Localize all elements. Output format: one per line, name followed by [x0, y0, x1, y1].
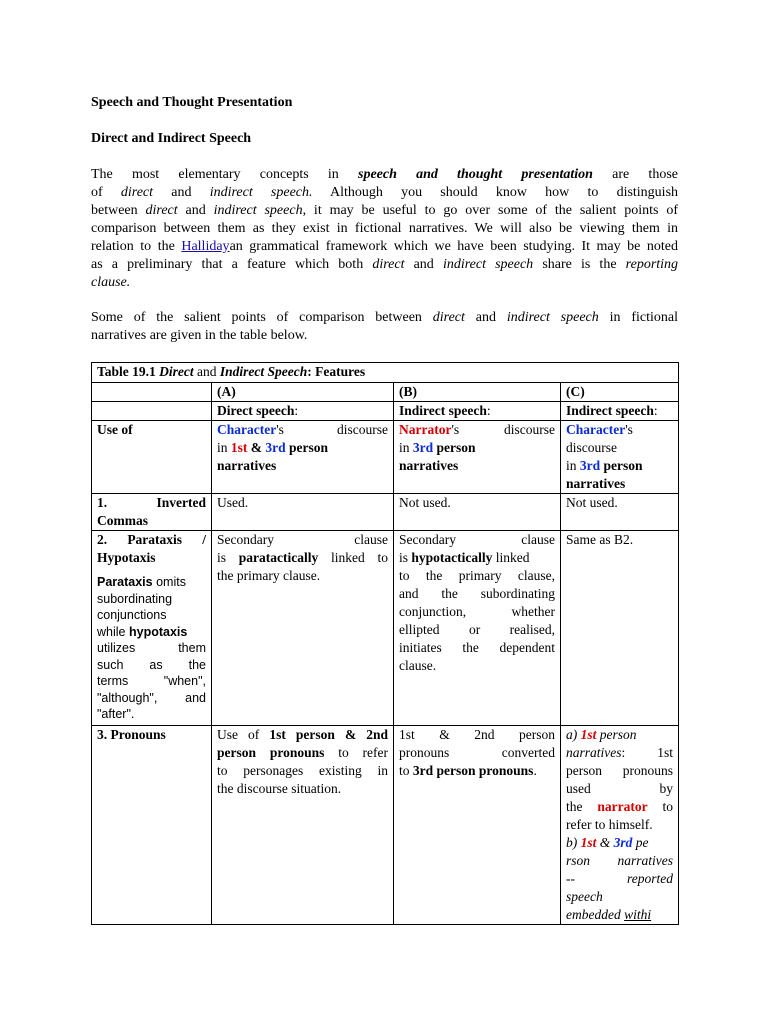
text-line: comparison between them as they exist in fictional narratives. We will also be viewing them in — [91, 221, 678, 236]
cell-line: Character's discourse — [217, 422, 388, 437]
cell-line: discourse — [566, 440, 617, 455]
table-cell: a) 1st person narratives: 1st person pronouns used by the narrator to refer to himself. b) 1st & 3rd pe rson narratives -- reported speech embedded withi — [561, 725, 679, 924]
table-cell — [92, 383, 212, 402]
cell-line: Character's — [566, 422, 633, 437]
text-line: The most elementary concepts in speech and thought presentation are those — [91, 167, 678, 182]
intro-paragraph — [91, 166, 678, 292]
table-cell: Not used. — [561, 494, 679, 531]
table-cell — [212, 421, 394, 494]
cell-line: in 3rd person — [399, 440, 476, 455]
table-row — [92, 531, 679, 726]
parataxis-note: Parataxis omits subordinating conjunctions while hypotaxis utilizes them such as the terms "when", "although", and "after". — [97, 575, 206, 721]
row-label-inverted-commas: 1. Inverted Commas — [92, 494, 212, 531]
cell-line: narratives — [217, 458, 277, 473]
cell-line: in 1st & 3rd person — [217, 440, 329, 455]
table-cell: Secondary clause is paratactically linked to the primary clause. — [212, 531, 394, 726]
text-line: between direct and indirect speech, it may be useful to go over some of the salient points of — [91, 203, 679, 218]
table-caption-row — [92, 363, 679, 383]
table-cell — [394, 421, 561, 494]
halliday-link[interactable]: Halliday — [181, 239, 230, 254]
column-header-a: (A) — [212, 383, 394, 402]
column-header-c: (C) — [561, 383, 679, 402]
row-label-parataxis: 2. Parataxis / Hypotaxis Parataxis omits subordinating conjunctions while hypotaxis utilizes them such as the terms "when", "although", and "after". — [92, 531, 212, 726]
cell-line: Narrator's discourse — [399, 422, 555, 437]
column-title-row — [92, 402, 679, 421]
features-table — [91, 362, 679, 925]
cell-line: narratives — [399, 458, 459, 473]
text-line: narratives are given in the table below. — [91, 328, 308, 343]
column-title-a: Direct speech: — [212, 402, 394, 421]
table-row — [92, 725, 679, 924]
table-cell — [92, 402, 212, 421]
table-intro-paragraph — [91, 309, 678, 345]
table-cell: Secondary clause is hypotactically linked to the primary clause, and the subordinating conjunction, whether ellipted or realised, initiates the dependent clause. — [394, 531, 561, 726]
column-header-b: (B) — [394, 383, 561, 402]
cell-line: narratives — [566, 476, 626, 491]
table-cell — [561, 421, 679, 494]
table-cell: Not used. — [394, 494, 561, 531]
table-cell: Same as B2. — [561, 531, 679, 726]
table-cell: Used. — [212, 494, 394, 531]
cell-line: in 3rd person — [566, 458, 643, 473]
table-row — [92, 421, 679, 494]
table-caption: Table 19.1 Direct and Indirect Speech: Features — [92, 363, 679, 383]
column-letter-row — [92, 383, 679, 402]
row-label-use-of: Use of — [92, 421, 212, 494]
table-row — [92, 494, 679, 531]
text-line: as a preliminary that a feature which both direct and indirect speech share is the reporting — [91, 257, 679, 272]
text-line: Some of the salient points of comparison between direct and indirect speech in fictional — [91, 310, 679, 325]
column-title-b: Indirect speech: — [394, 402, 561, 421]
table-cell: 1st & 2nd person pronouns converted to 3rd person pronouns. — [394, 725, 561, 924]
text-line: relation to the Hallidayan grammatical framework which we have been studying. It may be noted — [91, 239, 679, 254]
column-title-c: Indirect speech: — [561, 402, 679, 421]
text-line: clause. — [91, 275, 131, 290]
section-heading: Direct and Indirect Speech — [91, 131, 252, 146]
row-label-pronouns: 3. Pronouns — [92, 725, 212, 924]
page-title: Speech and Thought Presentation — [91, 95, 293, 110]
table-cell: Use of 1st person & 2nd person pronouns to refer to personages existing in the discourse situation. — [212, 725, 394, 924]
text-line: of direct and indirect speech. Although you should know how to distinguish — [91, 185, 679, 200]
